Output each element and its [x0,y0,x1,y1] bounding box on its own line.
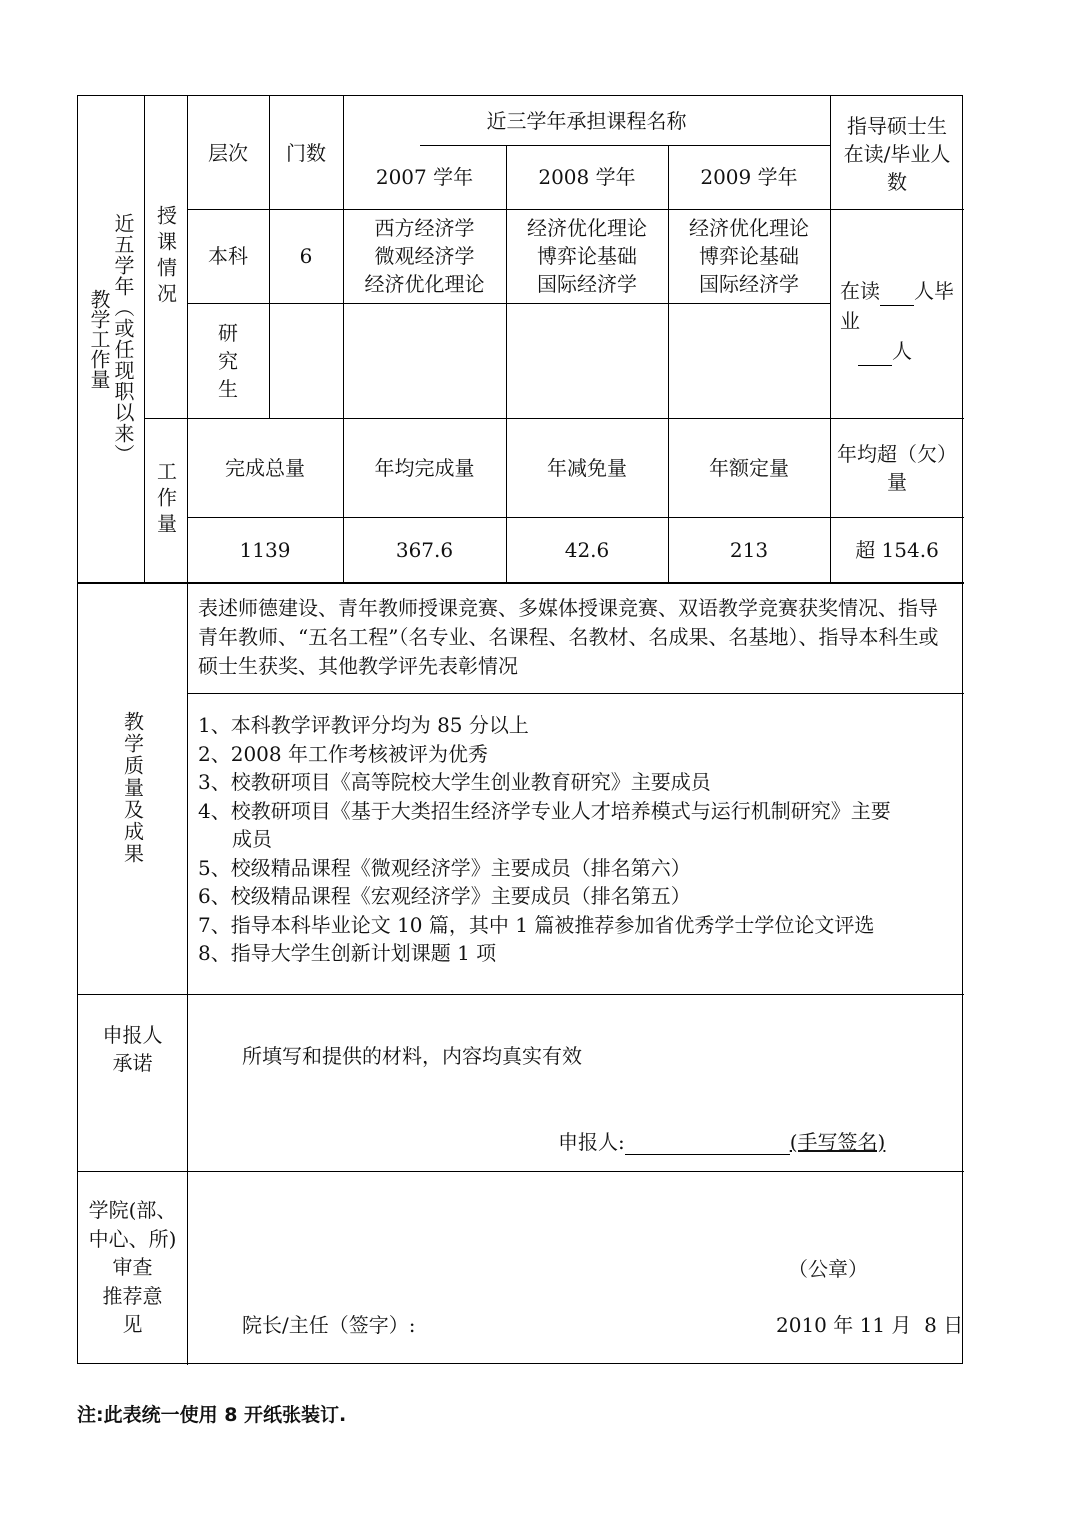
load-quota-header: 年额定量 [709,455,789,480]
undergrad-count: 6 [299,244,313,268]
list-item: 1、本科教学评教评分均为 85 分以上 [198,713,529,737]
load-label: 工作量 [153,461,178,539]
signer-label: 申报人: [558,1130,625,1154]
undergrad-courses-2008 [506,209,668,303]
quality-description: 表述师德建设、青年教师授课竞赛、多媒体授课竞赛、双语教学竞赛获奖情况、指导青年教师、“五名工程”（名专业、名课程、名教材、名成果、名基地）、指导本科生或硕士生获奖、其他教学评先表彰情况 [198,596,939,678]
quality-items [198,711,958,968]
graduate-count [269,303,343,418]
seal-label: （公章） [788,1257,868,1281]
load-quota-value: 213 [729,537,769,562]
graduate-level: 研究生 [218,320,238,401]
dean-signature-label: 院长/主任（签字）: [242,1313,416,1337]
period-label: 近五学年（或任现职以来） [111,213,135,465]
course-item: 经济优化理论 [527,216,647,240]
course-item: 博弈论基础 [537,244,637,268]
year-2008-header: 2008 学年 [538,165,636,189]
pledge-statement: 所填写和提供的材料，内容均真实有效 [242,1044,582,1068]
load-total-value: 1139 [239,537,291,562]
course-item: 西方经济学 [374,216,475,240]
list-item: 成员 [232,827,272,851]
list-item: 6、校级精品课程《宏观经济学》主要成员（排名第五） [198,884,691,908]
course-item: 博弈论基础 [699,244,799,268]
review-label: 学院(部、 中心、所) 审查 推荐意 见 [88,1198,177,1336]
quality-label: 教学质量及成果 [120,711,145,865]
load-reduction-value: 42.6 [564,537,610,562]
level-header: 层次 [208,140,248,165]
count-header: 门数 [286,140,326,165]
pledge-label: 申报人 承诺 [102,1023,163,1075]
load-excess-header: 年均超（欠）量 [837,441,957,494]
year-2009-header: 2009 学年 [700,165,798,189]
load-excess-value: 超 154.6 [855,537,939,562]
undergrad-courses-2007 [343,209,506,303]
load-avg-value: 367.6 [395,537,454,562]
teaching-label: 授课情况 [153,205,178,309]
list-item: 7、指导本科毕业论文 10 篇，其中 1 篇被推荐参加省优秀学士学位论文评选 [198,912,875,937]
list-item: 2、2008 年工作考核被评为优秀 [198,741,488,766]
load-avg-header: 年均完成量 [374,455,475,480]
list-item: 8、指导大学生创新计划课题 1 项 [198,941,497,965]
course-item: 国际经济学 [699,272,799,296]
course-item: 经济优化理论 [364,272,485,296]
load-total-header: 完成总量 [225,455,305,480]
course-item: 国际经济学 [537,272,637,296]
list-item: 4、校教研项目《基于大类招生经济学专业人才培养模式与运行机制研究》主要 [198,798,891,823]
graduated-count-blank [858,345,892,366]
workload-section-label [78,96,144,582]
list-item: 3、校教研项目《高等院校大学生创业教育研究》主要成员 [198,770,711,794]
courses-title-header: 近三学年承担课程名称 [486,108,687,133]
footnote: 注:此表统一使用 8 开纸张装订. [77,1404,347,1426]
current-count-blank [880,285,914,306]
signature-line [558,1126,885,1156]
supervise-value: 在读 人毕业 人 [840,276,962,356]
application-form-table [77,95,963,1364]
handwritten-note: (手写签名) [789,1130,886,1154]
course-item: 微观经济学 [374,244,475,268]
supervise-header: 指导硕士生在读/毕业人数 [843,114,951,194]
course-item: 经济优化理论 [689,216,809,240]
workload-label: 教学工作量 [87,289,111,389]
signature-blank [625,1132,790,1155]
undergrad-level: 本科 [208,244,248,268]
list-item: 5、校级精品课程《微观经济学》主要成员（排名第六） [198,855,691,880]
undergrad-courses-2009 [668,209,830,303]
year-2007-header: 2007 学年 [375,165,474,189]
review-date: 2010 年 11 月 8 日 [776,1313,964,1337]
load-reduction-header: 年减免量 [547,455,627,480]
